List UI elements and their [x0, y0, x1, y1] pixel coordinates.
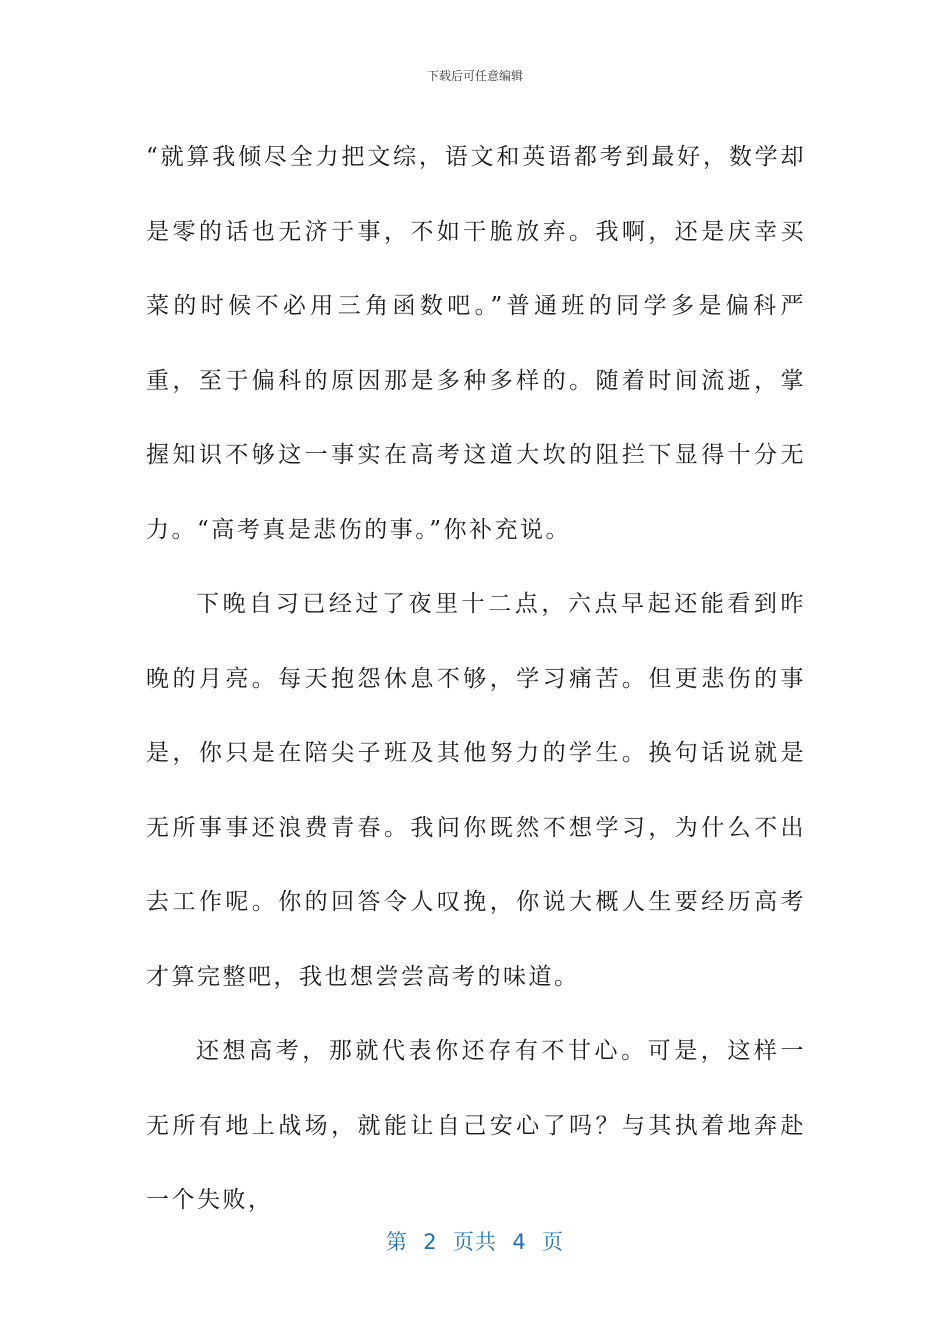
page-header: 下载后可任意编辑 [426, 69, 523, 83]
page-number-footer: 第 2 页共 4 页 [385, 1230, 565, 1254]
paragraph: 还想高考，那就代表你还存有不甘心。可是，这样一无所有地上战场，就能让自己安心了吗？与其执着地奔赴一个失败， [146, 1038, 806, 1213]
paragraph: 下晚自习已经过了夜里十二点，六点早起还能看到昨晚的月亮。每天抱怨休息不够，学习痛苦。但更悲伤的事是，你只是在陪尖子班及其他努力的学生。换句话说就是无所事事还浪费青春。我问你既然不想学习，为什么不出去工作呢。你的回答令人叹挽，你说大概人生要经历高考才算完整吧，我也想尝尝高考的味道。 [146, 591, 806, 990]
paragraph: “就算我倾尽全力把文综，语文和英语都考到最好，数学却是零的话也无济于事，不如干脆放弃。我啊，还是庆幸买菜的时候不必用三角函数吧。”普通班的同学多是偏科严重，至于偏科的原因那是多种多样的。随着时间流逝，掌握知识不够这一事实在高考这道大坎的阻拦下显得十分无力。“高考真是悲伤的事。”你补充说。 [146, 144, 806, 543]
document-body [146, 120, 806, 1238]
